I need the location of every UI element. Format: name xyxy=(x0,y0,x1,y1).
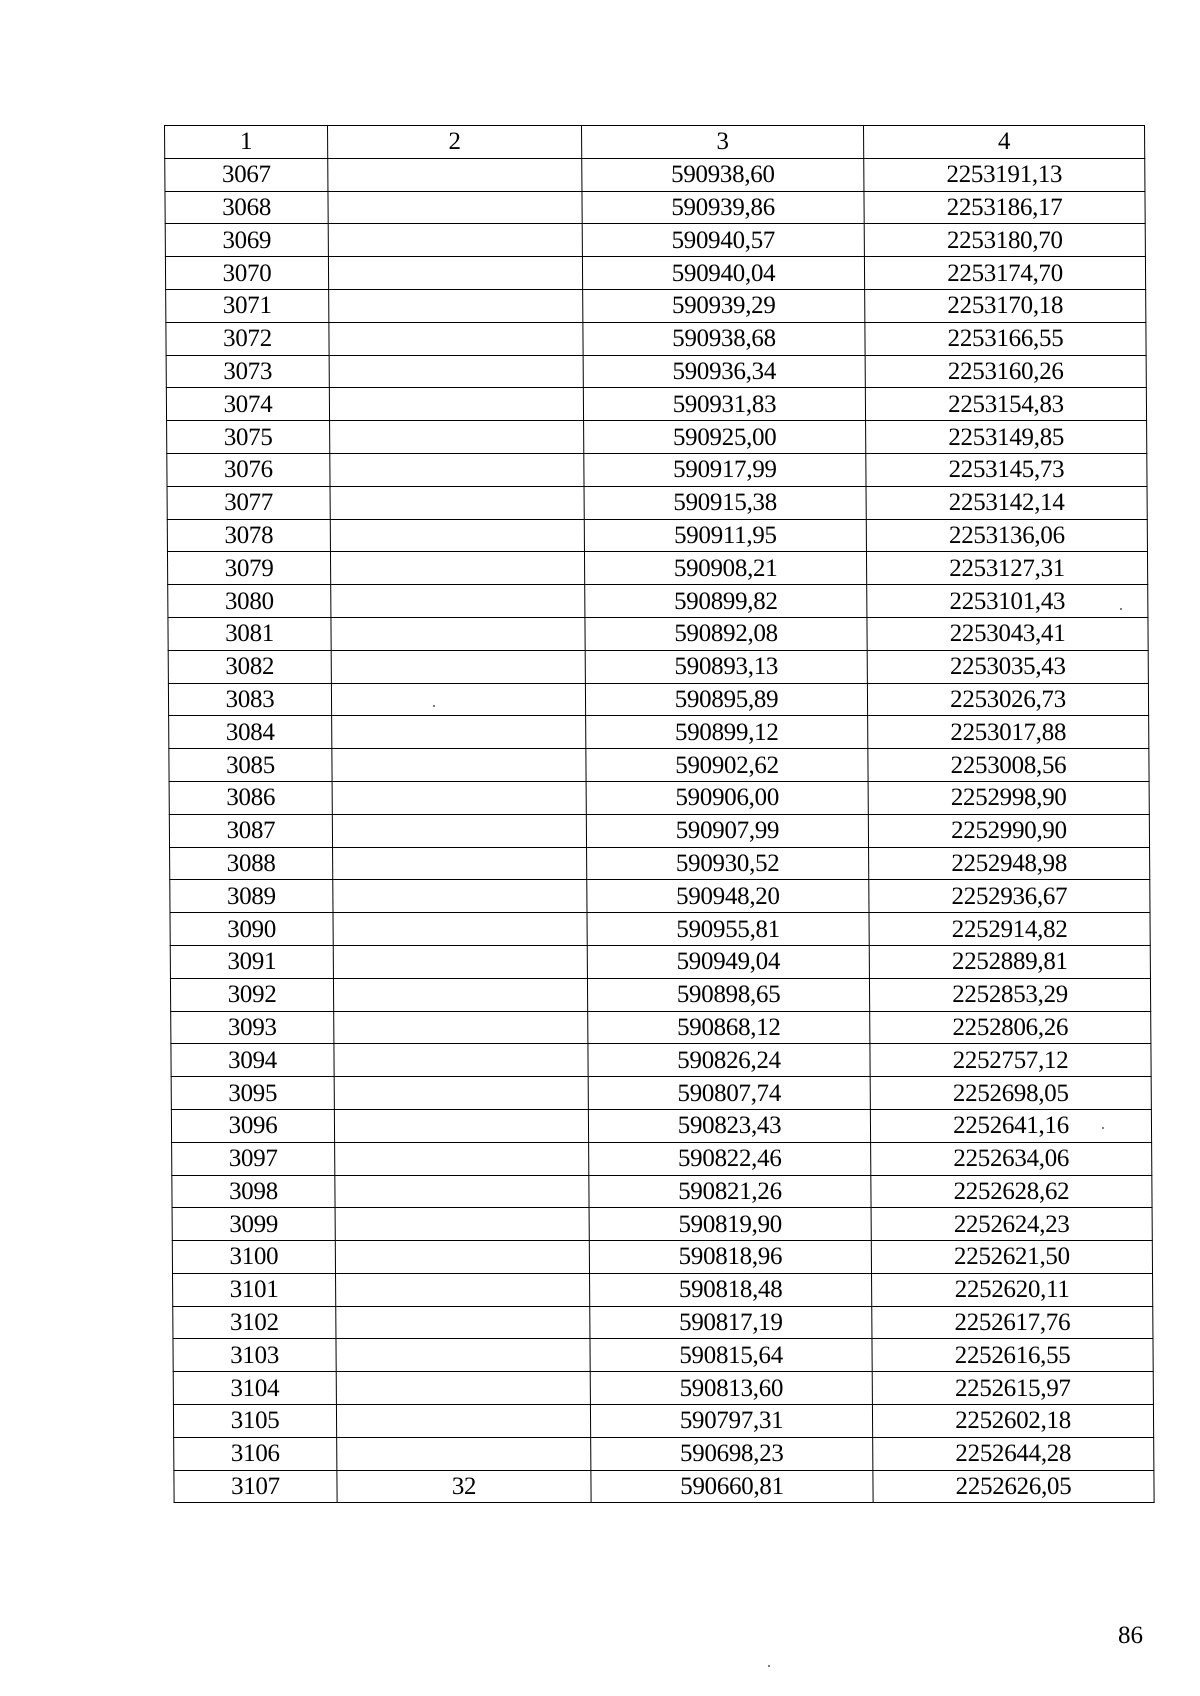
x-coordinate-cell: 590911,95 xyxy=(584,519,866,552)
segment-cell xyxy=(336,1405,590,1438)
x-coordinate-cell: 590826,24 xyxy=(588,1044,870,1077)
x-coordinate-cell: 590938,68 xyxy=(583,322,865,355)
header-col-1: 1 xyxy=(165,126,328,159)
table-row xyxy=(169,716,1149,749)
y-coordinate-cell: 2253136,06 xyxy=(866,519,1147,552)
x-coordinate-cell: 590797,31 xyxy=(590,1405,872,1438)
point-number-cell: 3072 xyxy=(166,322,329,355)
table-row xyxy=(166,289,1146,322)
point-number-cell: 3091 xyxy=(170,945,333,978)
table-row xyxy=(173,1306,1153,1339)
table-row xyxy=(172,1241,1152,1274)
table-row xyxy=(165,191,1145,224)
segment-cell xyxy=(329,355,583,388)
x-coordinate-cell: 590898,65 xyxy=(587,978,869,1011)
y-coordinate-cell: 2252853,29 xyxy=(869,978,1150,1011)
x-coordinate-cell: 590906,00 xyxy=(586,781,868,814)
segment-cell xyxy=(328,158,582,191)
table-row xyxy=(167,486,1147,519)
table-row xyxy=(167,552,1147,585)
y-coordinate-cell: 2253191,13 xyxy=(864,158,1145,191)
y-coordinate-cell: 2252914,82 xyxy=(869,913,1150,946)
x-coordinate-cell: 590930,52 xyxy=(587,847,869,880)
table-row xyxy=(167,453,1147,486)
segment-cell xyxy=(333,978,587,1011)
y-coordinate-cell: 2252616,55 xyxy=(872,1339,1153,1372)
x-coordinate-cell: 590895,89 xyxy=(585,683,867,716)
y-coordinate-cell: 2252698,05 xyxy=(870,1077,1151,1110)
x-coordinate-cell: 590899,82 xyxy=(585,585,867,618)
scan-speck xyxy=(768,1665,770,1667)
y-coordinate-cell: 2253035,43 xyxy=(867,650,1148,683)
y-coordinate-cell: 2253149,85 xyxy=(866,421,1147,454)
segment-cell xyxy=(332,781,586,814)
x-coordinate-cell: 590940,57 xyxy=(582,224,864,257)
point-number-cell: 3104 xyxy=(173,1372,336,1405)
point-number-cell: 3095 xyxy=(171,1077,334,1110)
segment-cell xyxy=(334,1011,588,1044)
y-coordinate-cell: 2253170,18 xyxy=(865,289,1146,322)
segment-cell xyxy=(332,716,586,749)
x-coordinate-cell: 590868,12 xyxy=(588,1011,870,1044)
y-coordinate-cell: 2252626,05 xyxy=(873,1470,1154,1503)
table-row xyxy=(170,847,1150,880)
segment-cell xyxy=(330,519,584,552)
point-number-cell: 3106 xyxy=(174,1437,337,1470)
table-row xyxy=(173,1339,1153,1372)
table-row xyxy=(170,945,1150,978)
point-number-cell: 3077 xyxy=(167,486,330,519)
table-row xyxy=(168,585,1148,618)
table-row xyxy=(166,322,1146,355)
x-coordinate-cell: 590822,46 xyxy=(589,1142,871,1175)
y-coordinate-cell: 2253017,88 xyxy=(868,716,1149,749)
x-coordinate-cell: 590915,38 xyxy=(584,486,866,519)
y-coordinate-cell: 2252806,26 xyxy=(870,1011,1151,1044)
segment-cell xyxy=(331,683,585,716)
point-number-cell: 3088 xyxy=(170,847,333,880)
y-coordinate-cell: 2252634,06 xyxy=(871,1142,1152,1175)
y-coordinate-cell: 2252889,81 xyxy=(869,945,1150,978)
y-coordinate-cell: 2252644,28 xyxy=(873,1437,1154,1470)
y-coordinate-cell: 2252998,90 xyxy=(868,781,1149,814)
point-number-cell: 3094 xyxy=(171,1044,334,1077)
point-number-cell: 3102 xyxy=(173,1306,336,1339)
y-coordinate-cell: 2252628,62 xyxy=(871,1175,1152,1208)
segment-cell xyxy=(335,1142,589,1175)
coordinates-table xyxy=(164,125,1155,1503)
point-number-cell: 3086 xyxy=(169,781,332,814)
y-coordinate-cell: 2252615,97 xyxy=(872,1372,1153,1405)
segment-cell xyxy=(334,1044,588,1077)
x-coordinate-cell: 590936,34 xyxy=(583,355,865,388)
point-number-cell: 3083 xyxy=(168,683,331,716)
y-coordinate-cell: 2252602,18 xyxy=(872,1405,1153,1438)
table-row xyxy=(169,749,1149,782)
point-number-cell: 3096 xyxy=(171,1109,334,1142)
x-coordinate-cell: 590893,13 xyxy=(585,650,867,683)
table-row xyxy=(168,617,1148,650)
x-coordinate-cell: 590925,00 xyxy=(584,421,866,454)
point-number-cell: 3101 xyxy=(173,1273,336,1306)
table-row xyxy=(169,814,1149,847)
x-coordinate-cell: 590817,19 xyxy=(590,1306,872,1339)
y-coordinate-cell: 2252990,90 xyxy=(868,814,1149,847)
table-row xyxy=(172,1142,1152,1175)
point-number-cell: 3071 xyxy=(166,289,329,322)
x-coordinate-cell: 590892,08 xyxy=(585,617,867,650)
segment-cell xyxy=(335,1208,589,1241)
y-coordinate-cell: 2253145,73 xyxy=(866,453,1147,486)
segment-cell xyxy=(330,453,584,486)
point-number-cell: 3099 xyxy=(172,1208,335,1241)
table-row xyxy=(174,1470,1154,1503)
x-coordinate-cell: 590917,99 xyxy=(584,453,866,486)
table-row xyxy=(167,421,1147,454)
table-row xyxy=(169,781,1149,814)
table-header xyxy=(165,126,1145,159)
table-row xyxy=(172,1175,1152,1208)
point-number-cell: 3076 xyxy=(167,453,330,486)
segment-cell xyxy=(330,552,584,585)
point-number-cell: 3069 xyxy=(165,224,328,257)
x-coordinate-cell: 590821,26 xyxy=(589,1175,871,1208)
y-coordinate-cell: 2253166,55 xyxy=(865,322,1146,355)
segment-cell xyxy=(333,945,587,978)
y-coordinate-cell: 2252621,50 xyxy=(871,1241,1152,1274)
y-coordinate-cell: 2253142,14 xyxy=(866,486,1147,519)
table-row xyxy=(167,519,1147,552)
y-coordinate-cell: 2253127,31 xyxy=(866,552,1147,585)
point-number-cell: 3100 xyxy=(172,1241,335,1274)
table-row xyxy=(166,355,1146,388)
point-number-cell: 3073 xyxy=(166,355,329,388)
header-col-3: 3 xyxy=(582,126,864,159)
y-coordinate-cell: 2253186,17 xyxy=(864,191,1145,224)
segment-cell xyxy=(337,1437,591,1470)
point-number-cell: 3067 xyxy=(165,158,328,191)
segment-cell xyxy=(328,257,582,290)
segment-cell xyxy=(329,388,583,421)
x-coordinate-cell: 590660,81 xyxy=(591,1470,873,1503)
x-coordinate-cell: 590949,04 xyxy=(587,945,869,978)
scan-speck xyxy=(433,705,435,707)
x-coordinate-cell: 590815,64 xyxy=(590,1339,872,1372)
segment-cell xyxy=(328,224,582,257)
y-coordinate-cell: 2252617,76 xyxy=(872,1306,1153,1339)
point-number-cell: 3093 xyxy=(171,1011,334,1044)
point-number-cell: 3070 xyxy=(165,257,328,290)
segment-cell xyxy=(336,1339,590,1372)
header-col-4: 4 xyxy=(864,126,1145,159)
y-coordinate-cell: 2253160,26 xyxy=(865,355,1146,388)
table-row xyxy=(166,388,1146,421)
x-coordinate-cell: 590807,74 xyxy=(588,1077,870,1110)
x-coordinate-cell: 590938,60 xyxy=(582,158,864,191)
point-number-cell: 3082 xyxy=(168,650,331,683)
point-number-cell: 3080 xyxy=(168,585,331,618)
x-coordinate-cell: 590818,96 xyxy=(589,1241,871,1274)
x-coordinate-cell: 590948,20 xyxy=(587,880,869,913)
x-coordinate-cell: 590823,43 xyxy=(588,1109,870,1142)
table-row xyxy=(171,1077,1151,1110)
point-number-cell: 3089 xyxy=(170,880,333,913)
table-row xyxy=(172,1208,1152,1241)
segment-cell xyxy=(336,1273,590,1306)
header-col-2: 2 xyxy=(328,126,582,159)
segment-cell xyxy=(335,1175,589,1208)
table-row xyxy=(174,1437,1154,1470)
y-coordinate-cell: 2252948,98 xyxy=(869,847,1150,880)
point-number-cell: 3098 xyxy=(172,1175,335,1208)
x-coordinate-cell: 590908,21 xyxy=(584,552,866,585)
y-coordinate-cell: 2252641,16 xyxy=(870,1109,1151,1142)
segment-cell xyxy=(330,421,584,454)
header-row xyxy=(165,126,1145,159)
table-row xyxy=(173,1372,1153,1405)
table-row xyxy=(173,1273,1153,1306)
segment-cell xyxy=(331,585,585,618)
x-coordinate-cell: 590939,86 xyxy=(582,191,864,224)
table-row xyxy=(173,1405,1153,1438)
y-coordinate-cell: 2253043,41 xyxy=(867,617,1148,650)
y-coordinate-cell: 2253154,83 xyxy=(865,388,1146,421)
segment-cell xyxy=(332,814,586,847)
table-row xyxy=(165,224,1145,257)
point-number-cell: 3068 xyxy=(165,191,328,224)
x-coordinate-cell: 590899,12 xyxy=(586,716,868,749)
y-coordinate-cell: 2253101,43 xyxy=(867,585,1148,618)
page-number: 86 xyxy=(1118,1622,1143,1649)
x-coordinate-cell: 590940,04 xyxy=(582,257,864,290)
point-number-cell: 3090 xyxy=(170,913,333,946)
x-coordinate-cell: 590819,90 xyxy=(589,1208,871,1241)
point-number-cell: 3107 xyxy=(174,1470,337,1503)
segment-cell xyxy=(329,289,583,322)
segment-cell xyxy=(334,1109,588,1142)
segment-cell xyxy=(334,1077,588,1110)
x-coordinate-cell: 590939,29 xyxy=(583,289,865,322)
y-coordinate-cell: 2252757,12 xyxy=(870,1044,1151,1077)
x-coordinate-cell: 590818,48 xyxy=(590,1273,872,1306)
point-number-cell: 3087 xyxy=(169,814,332,847)
segment-cell xyxy=(333,880,587,913)
table-row xyxy=(165,257,1145,290)
segment-cell xyxy=(331,617,585,650)
table-body xyxy=(165,158,1154,1503)
table-row xyxy=(170,880,1150,913)
segment-cell xyxy=(329,322,583,355)
y-coordinate-cell: 2252936,67 xyxy=(869,880,1150,913)
segment-cell xyxy=(332,749,586,782)
point-number-cell: 3092 xyxy=(170,978,333,1011)
point-number-cell: 3097 xyxy=(172,1142,335,1175)
segment-cell xyxy=(336,1306,590,1339)
table-row xyxy=(170,913,1150,946)
point-number-cell: 3078 xyxy=(167,519,330,552)
scan-speck xyxy=(1120,608,1122,610)
point-number-cell: 3105 xyxy=(173,1405,336,1438)
point-number-cell: 3085 xyxy=(169,749,332,782)
table-row xyxy=(165,158,1145,191)
segment-cell xyxy=(328,191,582,224)
x-coordinate-cell: 590907,99 xyxy=(586,814,868,847)
segment-cell xyxy=(336,1372,590,1405)
segment-cell xyxy=(335,1241,589,1274)
table-row xyxy=(168,683,1148,716)
table-row xyxy=(168,650,1148,683)
segment-cell xyxy=(330,486,584,519)
y-coordinate-cell: 2252620,11 xyxy=(872,1273,1153,1306)
y-coordinate-cell: 2253026,73 xyxy=(867,683,1148,716)
y-coordinate-cell: 2253174,70 xyxy=(864,257,1145,290)
point-number-cell: 3074 xyxy=(166,388,329,421)
segment-cell: 32 xyxy=(337,1470,591,1503)
table-row xyxy=(171,1109,1151,1142)
point-number-cell: 3084 xyxy=(169,716,332,749)
segment-cell xyxy=(333,847,587,880)
scan-speck xyxy=(1102,1127,1104,1129)
table-row xyxy=(170,978,1150,1011)
y-coordinate-cell: 2253008,56 xyxy=(868,749,1149,782)
table-row xyxy=(171,1011,1151,1044)
x-coordinate-cell: 590902,62 xyxy=(586,749,868,782)
y-coordinate-cell: 2252624,23 xyxy=(871,1208,1152,1241)
x-coordinate-cell: 590955,81 xyxy=(587,913,869,946)
segment-cell xyxy=(331,650,585,683)
point-number-cell: 3075 xyxy=(167,421,330,454)
point-number-cell: 3079 xyxy=(167,552,330,585)
x-coordinate-cell: 590931,83 xyxy=(583,388,865,421)
segment-cell xyxy=(333,913,587,946)
x-coordinate-cell: 590813,60 xyxy=(590,1372,872,1405)
point-number-cell: 3103 xyxy=(173,1339,336,1372)
point-number-cell: 3081 xyxy=(168,617,331,650)
table-row xyxy=(171,1044,1151,1077)
y-coordinate-cell: 2253180,70 xyxy=(864,224,1145,257)
x-coordinate-cell: 590698,23 xyxy=(591,1437,873,1470)
